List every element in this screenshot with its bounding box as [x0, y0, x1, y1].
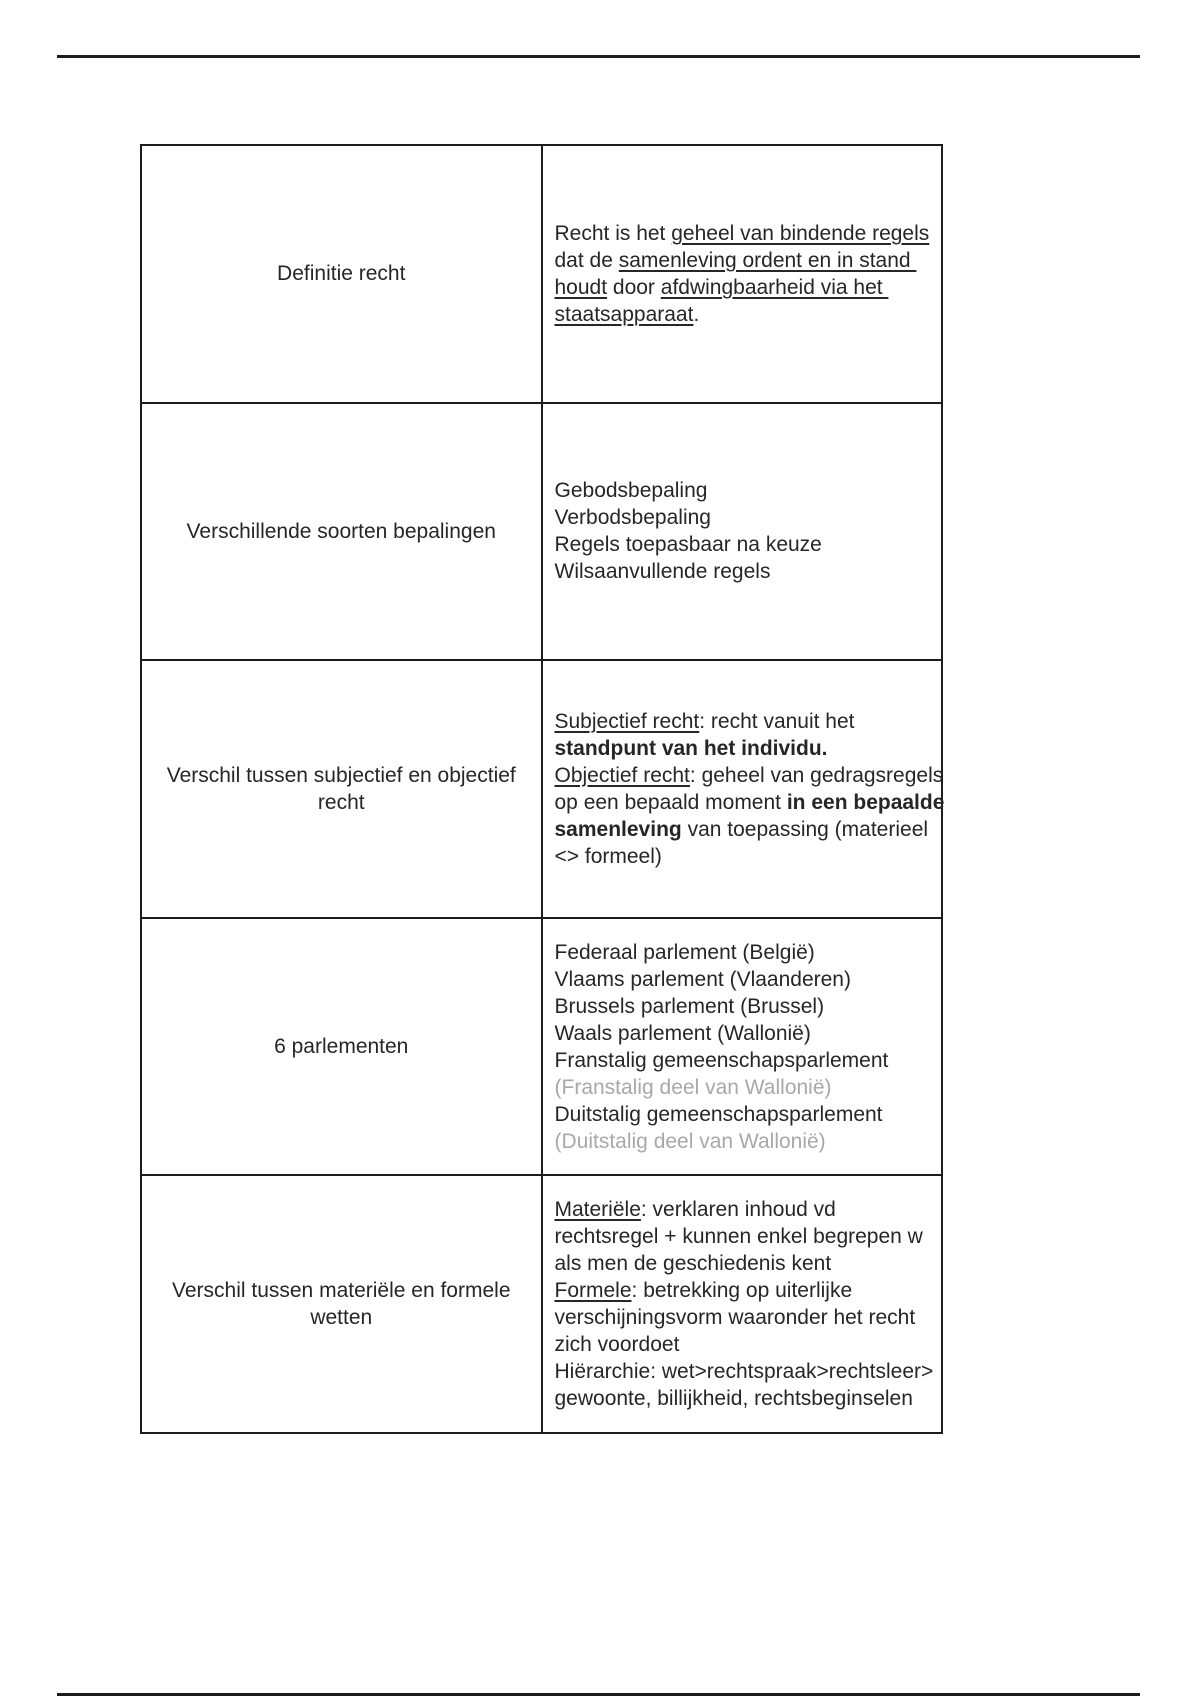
definition-line: [555, 708, 934, 735]
text-segment: Duitstalig gemeenschapsparlement: [554, 1102, 883, 1126]
definition-line: [555, 220, 934, 247]
definition-line: [555, 1101, 934, 1128]
definition-line: [555, 1358, 934, 1385]
text-segment: samenleving: [554, 817, 682, 841]
text-segment: (Franstalig deel van Wallonië): [554, 1075, 832, 1099]
definition-line: [555, 1223, 934, 1250]
definition-line: [554, 789, 945, 816]
text-segment: Recht is het: [554, 221, 672, 245]
text-segment: gewoonte, billijkheid, rechtsbeginselen: [554, 1387, 913, 1411]
text-segment: Formele: [554, 1279, 632, 1303]
text-segment: verschijningsvorm waaronder het recht: [554, 1306, 916, 1330]
text-segment: Gebodsbepaling: [554, 479, 708, 503]
definition-line: [555, 1020, 934, 1047]
text-segment: Verbodsbepaling: [554, 506, 711, 530]
text-segment: in een bepaalde: [786, 790, 945, 814]
text-segment: Vlaams parlement (Vlaanderen): [554, 967, 851, 991]
text-segment: rechtsregel + kunnen enkel begrepen w: [554, 1225, 923, 1249]
definition-line: [555, 558, 934, 585]
text-segment: Brussels parlement (Brussel): [554, 994, 825, 1018]
top-horizontal-rule: [57, 55, 1140, 58]
definition-cell: [542, 918, 943, 1176]
definition-line: [555, 1385, 934, 1412]
flashcard-table: [140, 144, 943, 1434]
text-segment: Waals parlement (Wallonië): [554, 1021, 811, 1045]
term-line: wetten: [310, 1306, 373, 1330]
text-segment: : geheel van gedragsregels: [689, 763, 944, 787]
definition-line: [555, 477, 934, 504]
text-segment: op een bepaald moment: [554, 790, 787, 814]
text-segment: geheel van bindende regels: [671, 221, 930, 245]
text-segment: samenleving ordent en in stand: [618, 248, 917, 272]
text-segment: Hiërarchie: wet>rechtspraak>rechtsleer>: [554, 1360, 934, 1384]
definition-line: [555, 1250, 934, 1277]
definition-cell: [542, 403, 943, 661]
definition-line: [555, 939, 934, 966]
definition-line: [555, 1277, 934, 1304]
text-segment: Objectief recht: [554, 763, 690, 787]
bottom-horizontal-rule: [57, 1693, 1140, 1696]
text-segment: door: [607, 275, 661, 299]
table-row: [141, 1175, 942, 1433]
term-cell: [141, 403, 542, 661]
term-cell: [141, 145, 542, 403]
text-segment: zich voordoet: [554, 1333, 680, 1357]
definition-line: [555, 1074, 934, 1101]
text-segment: : betrekking op uiterlijke: [631, 1279, 853, 1303]
text-segment: (Duitstalig deel van Wallonië): [554, 1129, 826, 1153]
definition-line: [555, 816, 934, 843]
definition-line: [555, 1196, 934, 1223]
text-segment: Materiële: [554, 1198, 641, 1222]
definition-line: [555, 993, 934, 1020]
definition-line: [555, 247, 934, 274]
text-segment: : verklaren inhoud vd: [640, 1198, 836, 1222]
definition-line: [555, 531, 934, 558]
table-row: [141, 660, 942, 918]
term-line: 6 parlementen: [274, 1035, 409, 1059]
text-segment: Regels toepasbaar na keuze: [554, 533, 822, 557]
text-segment: afdwingbaarheid via het: [660, 275, 889, 299]
definition-cell: [542, 660, 943, 918]
text-segment: als men de geschiedenis kent: [554, 1252, 832, 1276]
table-row: [141, 918, 942, 1176]
text-segment: dat de: [554, 248, 619, 272]
term-cell: [141, 918, 542, 1176]
definition-line: [555, 1128, 934, 1155]
term-line: Verschil tussen materiële en formele: [172, 1279, 511, 1303]
term-cell: [141, 660, 542, 918]
definition-line: [555, 504, 934, 531]
term-line: recht: [317, 790, 365, 814]
term-line: Verschil tussen subjectief en objectief: [166, 763, 516, 787]
text-segment: <> formeel): [554, 844, 662, 868]
definition-cell: [542, 145, 943, 403]
text-segment: Federaal parlement (België): [554, 940, 815, 964]
term-line: Definitie recht: [277, 262, 406, 286]
definition-line: [555, 843, 934, 870]
text-segment: houdt: [554, 275, 608, 299]
table-row: [141, 145, 942, 403]
definition-line: [555, 966, 934, 993]
text-segment: van toepassing (materieel: [681, 817, 929, 841]
table-row: [141, 403, 942, 661]
definition-line: [555, 735, 934, 762]
text-segment: Subjectief recht: [554, 709, 700, 733]
definition-line: [555, 1304, 934, 1331]
text-segment: Franstalig gemeenschapsparlement: [554, 1048, 889, 1072]
term-cell: [141, 1175, 542, 1433]
term-line: Verschillende soorten bepalingen: [186, 519, 496, 543]
text-segment: standpunt van het individu.: [554, 736, 828, 760]
text-segment: staatsapparaat: [554, 302, 694, 326]
flashcard-table-body: [141, 145, 945, 1433]
definition-line: [555, 301, 934, 328]
definition-line: [554, 762, 944, 789]
text-segment: .: [693, 302, 700, 326]
text-segment: : recht vanuit het: [699, 709, 855, 733]
definition-cell: [542, 1175, 943, 1433]
definition-line: [555, 1047, 934, 1074]
definition-line: [555, 1331, 934, 1358]
definition-line: [555, 274, 934, 301]
text-segment: Wilsaanvullende regels: [554, 560, 771, 584]
